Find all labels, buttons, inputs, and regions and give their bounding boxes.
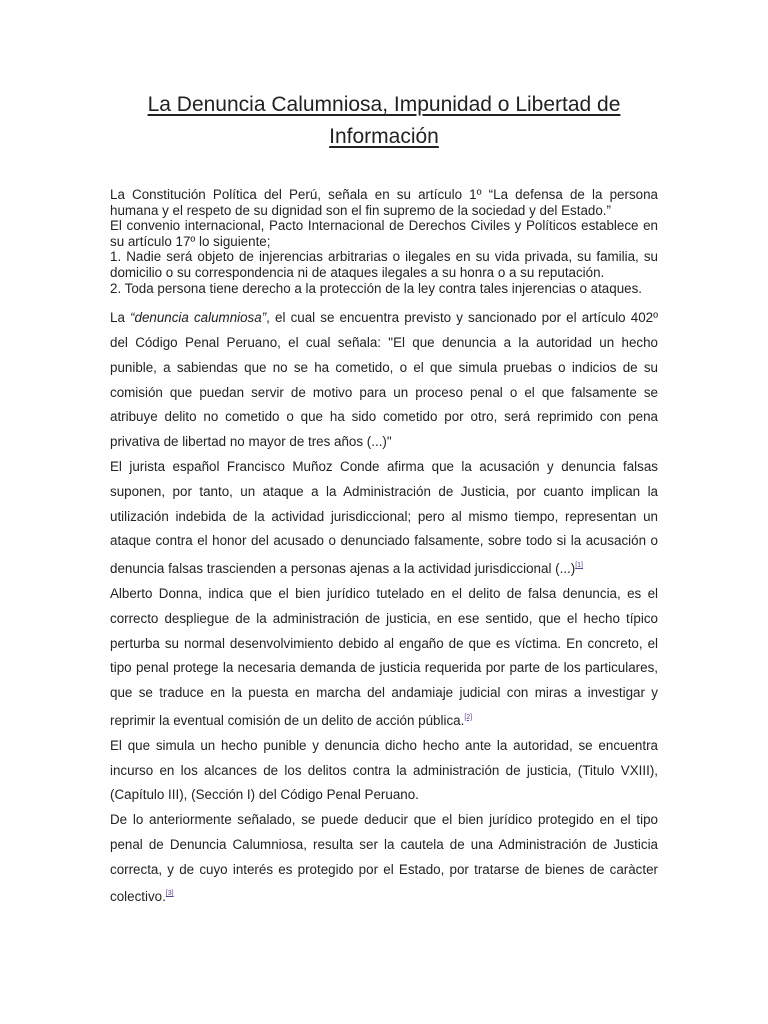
paragraph-alberto-donna [110,582,658,734]
intro-paragraph: La Constitución Política del Perú, señala en su artículo 1º “La defensa de la persona humana y el respeto de su dignidad son el fin supremo de la sociedad y del Estado.” [110,187,658,218]
title-line-2: Información [329,125,439,148]
p1-italic-term: “denuncia calumniosa” [130,310,267,326]
p1-text: , el cual se encuentra previsto y sancionado por el artículo 402º del Código Penal Peruano, el cual señala: "El que denuncia a la autoridad un hecho punible, a sabiendas que no se ha cometido, o el que simula pruebas o indicios de su comisión que puedan servir de motivo para un proceso penal o el que falsamente se atribuye delito no cometido o que ha sido cometido por otro, será reprimido con pena privativa de libertad no mayor de tres años (...)" [110,310,658,450]
intro-paragraph: 2. Toda persona tiene derecho a la protección de la ley contra tales injerencias o ataques. [110,280,643,296]
paragraph-bien-juridico [110,808,658,910]
p5-text: De lo anteriormente señalado, se puede deducir que el bien jurídico protegido en el tipo penal de Denuncia Calumniosa, resulta ser la cautela de una Administración de Justicia correcta, y de cuyo interés es protegido por el Estado, por tratarse de bienes de caràcter colectivo. [110,812,658,905]
document-title [110,0,658,153]
p3-text: Alberto Donna, indica que el bien jurídico tutelado en el delito de falsa denuncia, es el correcto despliegue de la administración de justicia, en ese sentido, que el hecho típico perturba su normal desenvolvimiento debido al engaño de que es víctima. En concreto, el tipo penal protege la necesaria demanda de justicia requerida por parte de los particulares, que se traduce en la puesta en marcha del andamiaje judicial con miras a investigar y reprimir la eventual comisión de un delito de acción pública. [110,585,658,728]
paragraph-denuncia-calumniosa [110,306,658,455]
title-line-1: La Denuncia Calumniosa, Impunidad o Libertad de [147,93,621,116]
paragraph-munoz-conde [110,455,658,582]
footnote-link-3[interactable]: [3] [165,890,174,898]
footnote-link-2[interactable]: [2] [464,713,473,721]
footnote-link-1[interactable]: [1] [575,562,584,570]
paragraph-simula-hecho: El que simula un hecho punible y denuncia dicho hecho ante la autoridad, se encuentra incurso en los alcances de los delitos contra la administración de justicia, (Titulo VXIII), (Capítulo III), (Sección I) del Código Penal Peruano. [110,737,658,803]
p2-text: El jurista español Francisco Muñoz Conde afirma que la acusación y denuncia falsas suponen, por tanto, un ataque a la Administración de Justicia, por cuanto implican la utilización indebida de la actividad jurisdiccional; pero al mismo tiempo, representan un ataque contra el honor del acusado o denunciado falsamente, sobre todo si la acusación o denuncia falsas trascienden a personas ajenas a la actividad jurisdiccional (...) [110,458,658,577]
body-text [110,306,658,910]
intro-paragraph: 1. Nadie será objeto de injerencias arbitrarias o ilegales en su vida privada, su familia, su domicilio o su correspondencia ni de ataques ilegales a su honra o a su reputación. [110,249,658,280]
intro-block [110,187,658,296]
p1-lead: La [110,310,131,326]
intro-paragraph: El convenio internacional, Pacto Internacional de Derechos Civiles y Políticos establece en su artículo 17º lo siguiente; [110,218,658,249]
